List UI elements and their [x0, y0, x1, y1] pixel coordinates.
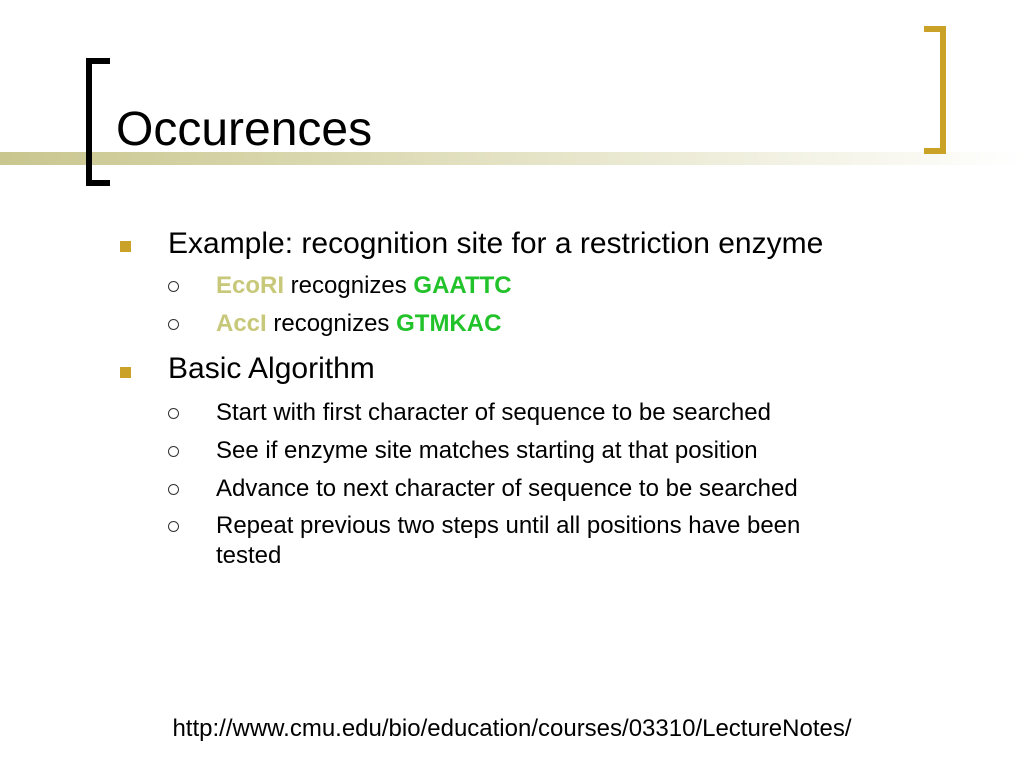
hollow-circle-bullet-icon [168, 521, 179, 532]
recognizes-text: recognizes [284, 272, 414, 299]
footer-source-url: http://www.cmu.edu/bio/education/courses/03310/LectureNotes/ [172, 715, 852, 742]
hollow-circle-bullet-icon [168, 319, 179, 330]
subitem-ecori [216, 271, 512, 301]
algorithm-step: Advance to next character of sequence to be searched [216, 475, 798, 502]
left-bracket-icon [86, 58, 110, 186]
hollow-circle-bullet-icon [168, 408, 179, 419]
algorithm-step: Repeat previous two steps until all positions have been [216, 512, 801, 539]
slide-title: Occurences [116, 103, 373, 156]
subitem-acci [216, 309, 501, 339]
hollow-circle-bullet-icon [168, 484, 179, 495]
hollow-circle-bullet-icon [168, 446, 179, 457]
right-bracket-icon [924, 26, 946, 154]
bullet-example: Example: recognition site for a restriction enzyme [168, 227, 824, 260]
algorithm-step-continuation: tested [216, 542, 282, 569]
algorithm-step: See if enzyme site matches starting at that position [216, 437, 758, 464]
recognition-site: GTMKAC [396, 310, 502, 337]
square-bullet-icon [120, 241, 131, 252]
enzyme-name: EcoRI [216, 272, 285, 299]
recognition-site: GAATTC [413, 272, 512, 299]
recognizes-text: recognizes [266, 310, 397, 337]
bullet-basic-algorithm: Basic Algorithm [168, 352, 375, 385]
square-bullet-icon [120, 367, 131, 378]
enzyme-name: AccI [216, 310, 267, 337]
hollow-circle-bullet-icon [168, 281, 179, 292]
algorithm-step: Start with first character of sequence to be searched [216, 399, 771, 426]
